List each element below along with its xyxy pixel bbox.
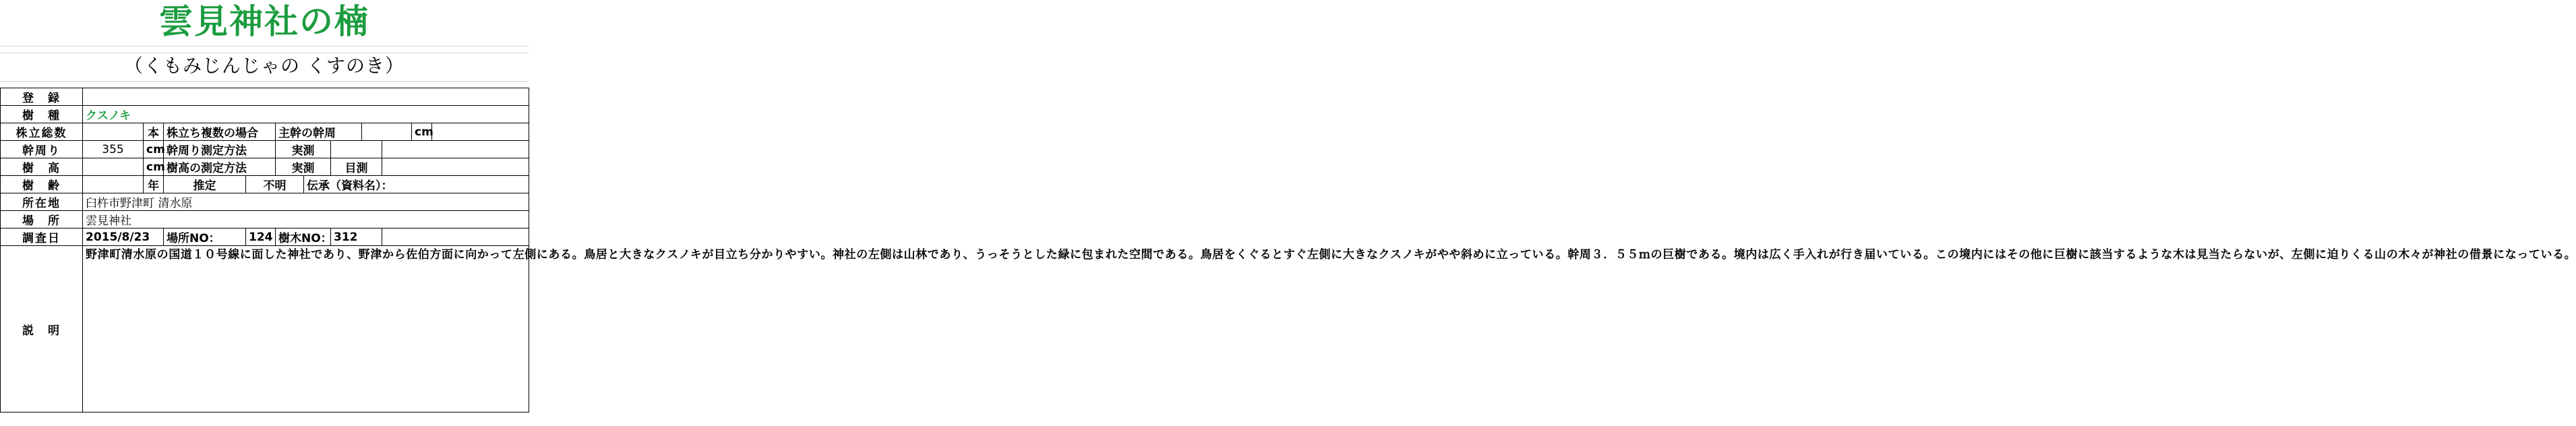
empty-cell bbox=[382, 141, 529, 158]
survey-date-label: 調査日 bbox=[1, 229, 83, 246]
survey-date-value[interactable]: 2015/8/23 bbox=[83, 229, 164, 246]
registration-label: 登 録 bbox=[1, 88, 83, 106]
multi-stem-label: 株立ち複数の場合 bbox=[164, 123, 276, 141]
page-title: 雲見神社の楠 bbox=[159, 2, 369, 41]
registration-value[interactable] bbox=[83, 88, 529, 106]
row-place bbox=[1, 211, 529, 229]
place-no-label: 場所NO： bbox=[164, 229, 246, 246]
age-tradition-label: 伝承（資料名）： bbox=[304, 176, 529, 193]
main-trunk-label: 主幹の幹周 bbox=[276, 123, 362, 141]
species-value[interactable]: クスノキ bbox=[83, 106, 529, 123]
age-value[interactable] bbox=[83, 176, 144, 193]
height-unit: cm bbox=[144, 158, 164, 176]
empty-cell bbox=[331, 141, 382, 158]
row-registration bbox=[1, 88, 529, 106]
age-unit: 年 bbox=[144, 176, 164, 193]
height-label: 樹 高 bbox=[1, 158, 83, 176]
species-label: 樹 種 bbox=[1, 106, 83, 123]
girth-label: 幹周り bbox=[1, 141, 83, 158]
girth-unit: cm bbox=[144, 141, 164, 158]
stems-value[interactable] bbox=[83, 123, 144, 141]
place-label: 場 所 bbox=[1, 211, 83, 229]
main-trunk-value[interactable] bbox=[362, 123, 412, 141]
row-age bbox=[1, 176, 529, 193]
gridline bbox=[0, 46, 529, 47]
tree-record-table bbox=[0, 88, 2576, 413]
height-method-visual[interactable]: 目測 bbox=[331, 158, 382, 176]
empty-cell bbox=[382, 229, 529, 246]
height-method-measured[interactable]: 実測 bbox=[276, 158, 331, 176]
stems-unit: 本 bbox=[144, 123, 164, 141]
row-description bbox=[1, 246, 529, 413]
height-value[interactable] bbox=[83, 158, 144, 176]
description-text[interactable]: 野津町清水原の国道１０号線に面した神社であり、野津から佐伯方面に向かって左側にある。鳥居と大きなクスノキが目立ち分かりやすい。神社の左側は山林であり、うっそうとした緑に包まれた空間である。鳥居をくぐるとすぐ左側に大きなクスノキがやや斜めに立っている。幹周３．５５ｍの巨樹である。境内は広く手入れが行き届いている。この境内にはその他に巨樹に該当するような木は見当たらないが、左側に迫りくる山の木々が神社の借景になっている。 bbox=[83, 246, 529, 413]
girth-value[interactable]: 355 bbox=[83, 141, 144, 158]
location-value[interactable]: 臼杵市野津町 清水原 bbox=[83, 193, 529, 211]
age-label: 樹 齢 bbox=[1, 176, 83, 193]
empty-cell bbox=[432, 123, 529, 141]
row-girth bbox=[1, 141, 529, 158]
place-no-value[interactable]: 124 bbox=[246, 229, 276, 246]
stems-label: 株立総数 bbox=[1, 123, 83, 141]
empty-cell bbox=[382, 158, 529, 176]
row-stems bbox=[1, 123, 529, 141]
row-species bbox=[1, 106, 529, 123]
location-label: 所在地 bbox=[1, 193, 83, 211]
page-subtitle: （くもみじんじゃの くすのき） bbox=[124, 55, 405, 77]
girth-method-label: 幹周り測定方法 bbox=[164, 141, 276, 158]
height-method-label: 樹高の測定方法 bbox=[164, 158, 276, 176]
tree-no-label: 樹木NO： bbox=[276, 229, 331, 246]
age-estimate[interactable]: 推定 bbox=[164, 176, 246, 193]
row-height bbox=[1, 158, 529, 176]
row-location bbox=[1, 193, 529, 211]
tree-no-value[interactable]: 312 bbox=[331, 229, 382, 246]
description-label: 説 明 bbox=[1, 246, 83, 413]
girth-method-value[interactable]: 実測 bbox=[276, 141, 331, 158]
main-trunk-unit: cm bbox=[412, 123, 432, 141]
age-unknown[interactable]: 不明 bbox=[246, 176, 304, 193]
row-survey bbox=[1, 229, 529, 246]
gridline bbox=[0, 81, 529, 82]
place-value[interactable]: 雲見神社 bbox=[83, 211, 529, 229]
